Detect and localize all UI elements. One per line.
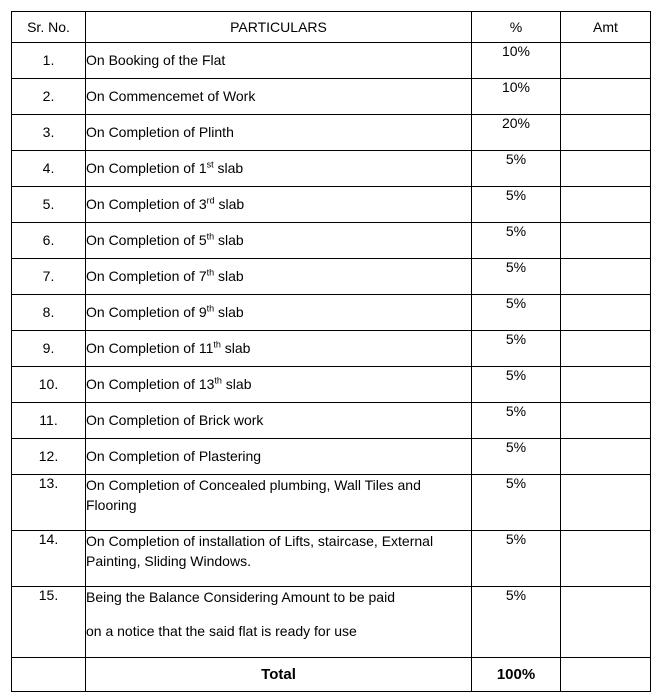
row-percent: 5% [472, 187, 561, 223]
row-sr: 15. [12, 587, 86, 658]
header-amount: Amt [561, 12, 651, 43]
row-sr: 5. [12, 187, 86, 223]
row-sr: 7. [12, 259, 86, 295]
row-percent: 10% [472, 79, 561, 115]
row-amount [561, 259, 651, 295]
row-amount [561, 403, 651, 439]
row-percent: 5% [472, 223, 561, 259]
table-row [12, 187, 651, 223]
row-particulars: On Completion of Plinth [86, 115, 472, 151]
row-percent: 5% [472, 367, 561, 403]
table-row [12, 331, 651, 367]
row-amount [561, 187, 651, 223]
row-amount [561, 223, 651, 259]
table-row [12, 151, 651, 187]
row-sr: 8. [12, 295, 86, 331]
table-row [12, 295, 651, 331]
row-sr: 3. [12, 115, 86, 151]
table-row [12, 439, 651, 475]
row-sr: 13. [12, 475, 86, 531]
row-percent: 5% [472, 587, 561, 658]
row-sr: 12. [12, 439, 86, 475]
row-percent: 5% [472, 403, 561, 439]
row-percent: 5% [472, 439, 561, 475]
total-percent: 100% [472, 658, 561, 692]
row-amount [561, 587, 651, 658]
header-sr: Sr. No. [12, 12, 86, 43]
row-particulars: On Booking of the Flat [86, 43, 472, 79]
row-amount [561, 79, 651, 115]
table-row [12, 259, 651, 295]
row-particulars: On Commencemet of Work [86, 79, 472, 115]
row-particulars: On Completion of 9th slab [86, 295, 472, 331]
row-particulars: On Completion of 13th slab [86, 367, 472, 403]
table-row [12, 475, 651, 531]
header-particulars: PARTICULARS [86, 12, 472, 43]
row-amount [561, 295, 651, 331]
total-amount [561, 658, 651, 692]
row-particulars: On Completion of 3rd slab [86, 187, 472, 223]
header-percent: % [472, 12, 561, 43]
table-row [12, 531, 651, 587]
row-particulars: On Completion of 5th slab [86, 223, 472, 259]
row-particulars: On Completion of 7th slab [86, 259, 472, 295]
table-row [12, 587, 651, 658]
table-row [12, 79, 651, 115]
table-row [12, 403, 651, 439]
row-amount [561, 531, 651, 587]
total-sr [12, 658, 86, 692]
row-amount [561, 151, 651, 187]
row-amount [561, 115, 651, 151]
row-sr: 9. [12, 331, 86, 367]
row-sr: 10. [12, 367, 86, 403]
total-label: Total [86, 658, 472, 692]
row-sr: 6. [12, 223, 86, 259]
row-particulars: On Completion of Plastering [86, 439, 472, 475]
row-percent: 5% [472, 331, 561, 367]
row-percent: 5% [472, 259, 561, 295]
table-row [12, 367, 651, 403]
table-row [12, 223, 651, 259]
row-sr: 14. [12, 531, 86, 587]
row-particulars: On Completion of installation of Lifts, staircase, External Painting, Sliding Windows. [86, 531, 472, 587]
total-row [12, 658, 651, 692]
header-row [12, 12, 651, 43]
row-sr: 11. [12, 403, 86, 439]
row-percent: 5% [472, 531, 561, 587]
payment-schedule-table [11, 11, 651, 692]
table-row [12, 115, 651, 151]
row-amount [561, 331, 651, 367]
row-sr: 2. [12, 79, 86, 115]
row-percent: 5% [472, 475, 561, 531]
row-percent: 5% [472, 151, 561, 187]
row-particulars: On Completion of 11th slab [86, 331, 472, 367]
row-amount [561, 439, 651, 475]
row-particulars: On Completion of Concealed plumbing, Wall Tiles and Flooring [86, 475, 472, 531]
row-particulars: On Completion of 1st slab [86, 151, 472, 187]
table-row [12, 43, 651, 79]
row-amount [561, 43, 651, 79]
row-percent: 5% [472, 295, 561, 331]
row-amount [561, 367, 651, 403]
row-sr: 1. [12, 43, 86, 79]
row-sr: 4. [12, 151, 86, 187]
row-percent: 20% [472, 115, 561, 151]
row-percent: 10% [472, 43, 561, 79]
row-particulars: Being the Balance Considering Amount to be paid on a notice that the said flat is ready for use [86, 587, 472, 658]
row-particulars: On Completion of Brick work [86, 403, 472, 439]
row-amount [561, 475, 651, 531]
